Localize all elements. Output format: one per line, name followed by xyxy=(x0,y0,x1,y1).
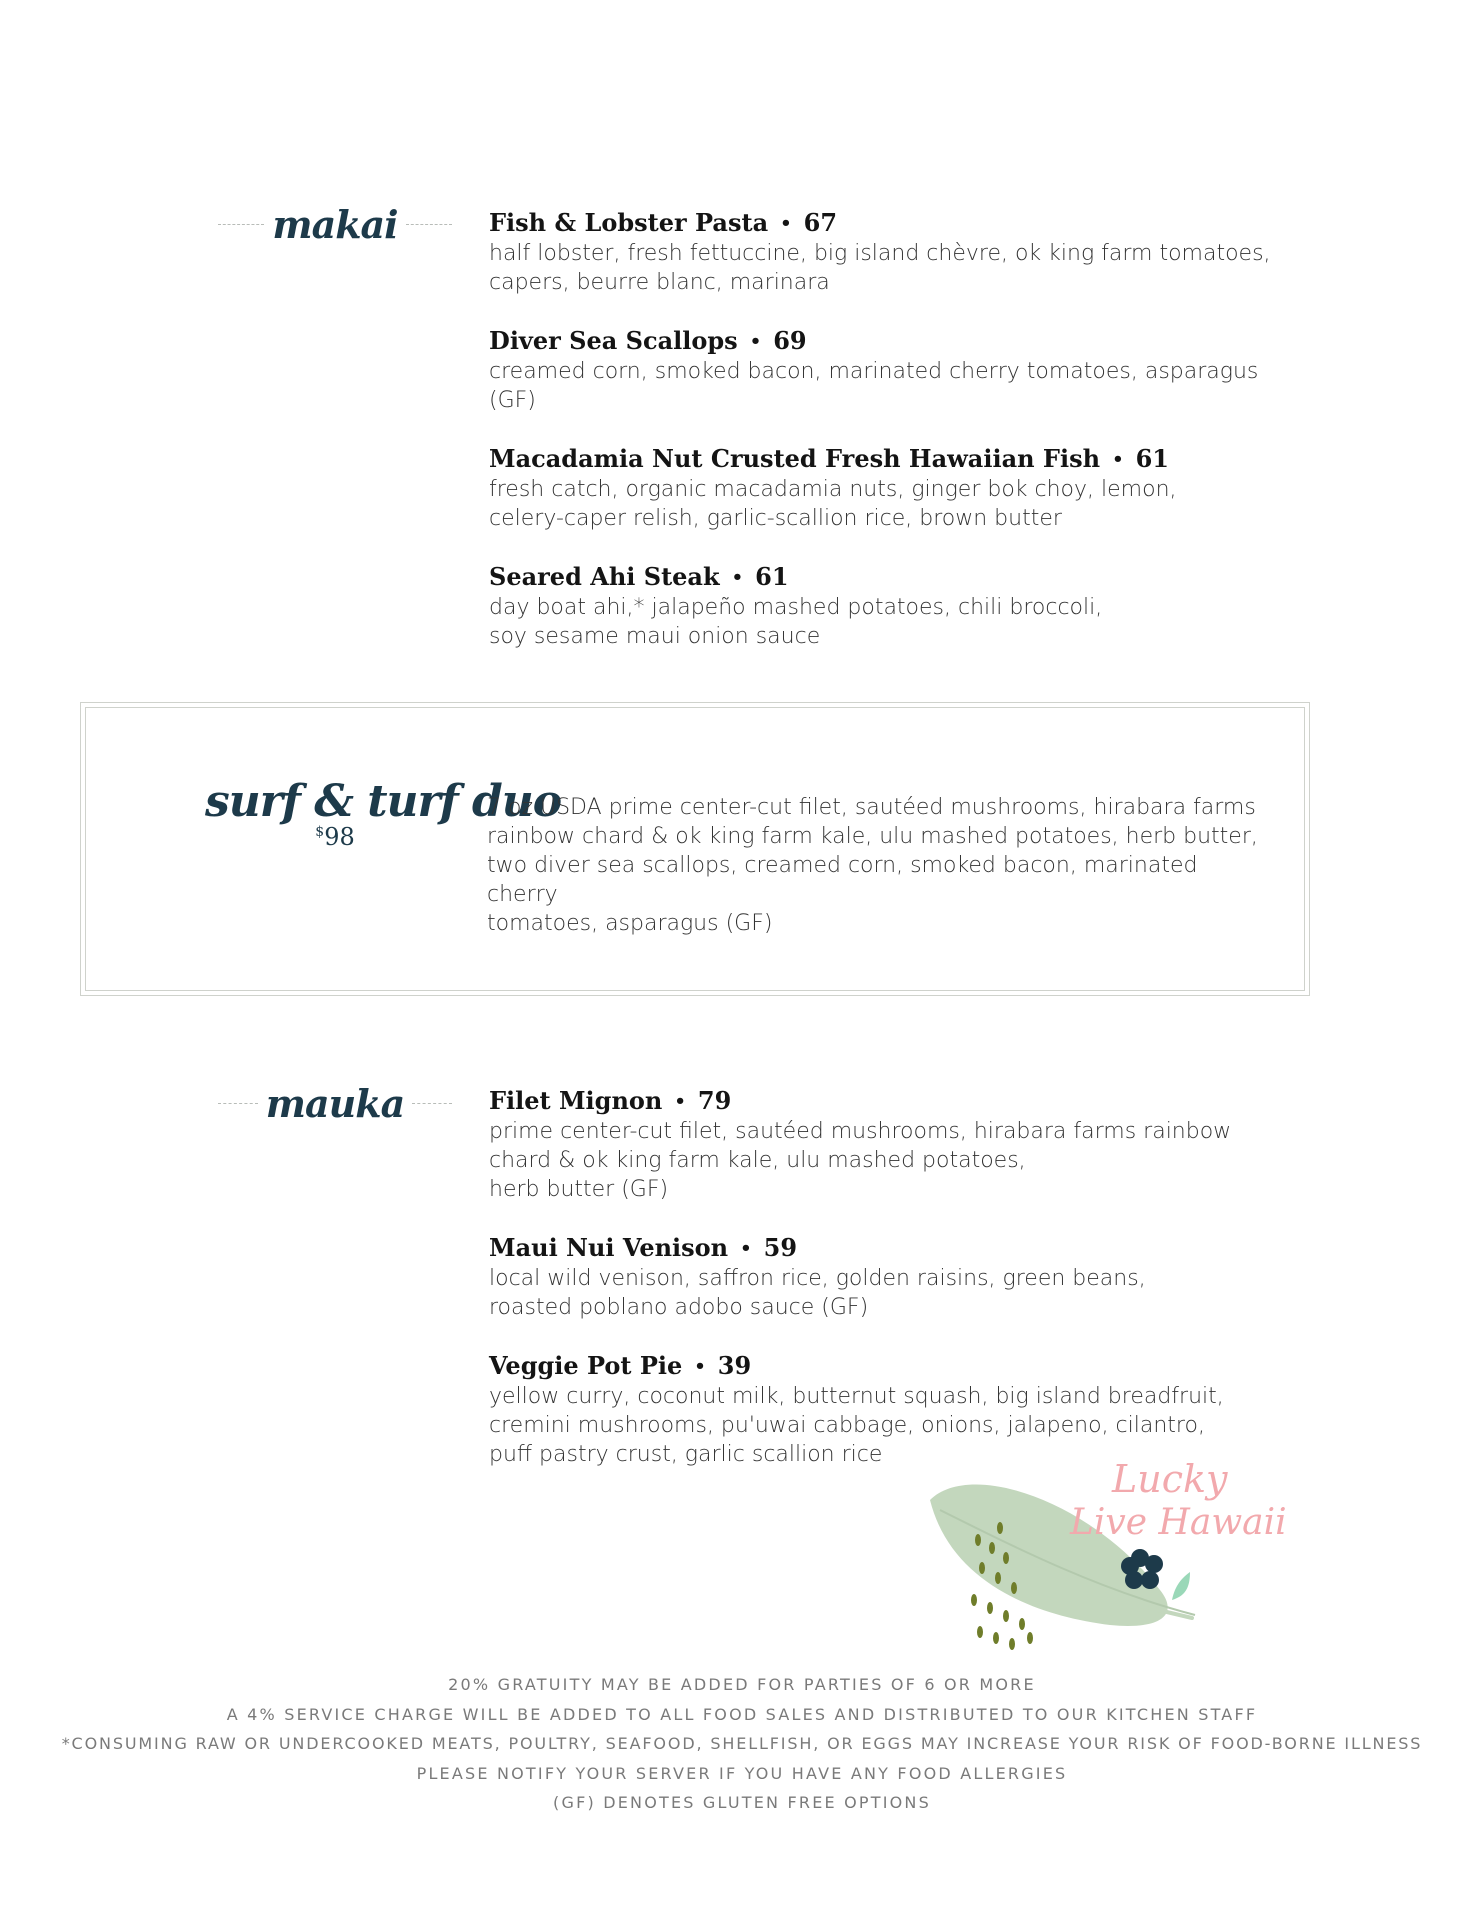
sprout-icon xyxy=(1172,1572,1190,1600)
mauka-section-label xyxy=(210,1078,460,1128)
note-line: PLEASE NOTIFY YOUR SERVER IF YOU HAVE ANY FOOD ALLERGIES xyxy=(416,1763,1068,1783)
menu-item xyxy=(489,561,1309,651)
menu-item-desc: local wild venison, saffron rice, golden raisins, green beans, roasted poblano adobo sauce (GF) xyxy=(489,1266,1146,1320)
menu-item-desc: yellow curry, coconut milk, butternut squash, big island breadfruit, cremini mushrooms, pu'uwai cabbage, onions, jalapeno, cilantro, puff pastry crust, garlic scallion rice xyxy=(489,1384,1224,1467)
footer-notes xyxy=(0,1670,1484,1818)
menu-item xyxy=(489,325,1309,415)
mauka-items xyxy=(489,1085,1309,1497)
logo-line-1: Lucky xyxy=(1112,1457,1228,1501)
leaf-logo-illustration xyxy=(910,1440,1287,1660)
note-line: A 4% SERVICE CHARGE WILL BE ADDED TO ALL FOOD SALES AND DISTRIBUTED TO OUR KITCHEN STAFF xyxy=(226,1704,1258,1724)
menu-item-desc: fresh catch, organic macadamia nuts, ginger bok choy, lemon, celery-caper relish, garlic-scallion rice, brown butter xyxy=(489,477,1177,531)
divider-line xyxy=(412,1103,452,1104)
menu-item-desc: prime center-cut filet, sautéed mushrooms, hirabara farms rainbow chard & ok king farm kale, ulu mashed potatoes, herb butter (GF) xyxy=(489,1119,1232,1202)
menu-item-title: Maui Nui Venison • 59 xyxy=(489,1233,798,1262)
note-line: *CONSUMING RAW OR UNDERCOOKED MEATS, POULTRY, SEAFOOD, SHELLFISH, OR EGGS MAY INCREASE YOUR RISK OF FOOD-BORNE ILLNESS xyxy=(61,1734,1423,1753)
menu-item-title: Macadamia Nut Crusted Fresh Hawaiian Fish • 61 xyxy=(489,444,1169,473)
menu-item-desc: day boat ahi,* jalapeño mashed potatoes, chili broccoli, soy sesame maui onion sauce xyxy=(489,595,1103,649)
surf-turf-desc: 7 oz USDA prime center-cut filet, sautéed mushrooms, hirabara farms rainbow chard & ok king farm kale, ulu mashed potatoes, herb butter, two diver sea scallops, creamed corn, smoked bacon, marinated cherry tomatoes, asparagus (GF) xyxy=(487,795,1258,936)
menu-item-desc: creamed corn, smoked bacon, marinated cherry tomatoes, asparagus (GF) xyxy=(489,359,1259,413)
menu-item-title: Seared Ahi Steak • 61 xyxy=(489,562,789,591)
surf-turf-label: surf & turf duo xyxy=(205,776,562,827)
divider-line xyxy=(218,224,264,225)
divider-line xyxy=(406,224,452,225)
surf-turf-heading xyxy=(205,776,562,851)
divider-line xyxy=(218,1103,258,1104)
surf-turf-price: $98 xyxy=(315,823,355,851)
makai-section-label xyxy=(210,199,460,249)
makai-items xyxy=(489,207,1309,679)
menu-item xyxy=(489,1232,1309,1322)
menu-item xyxy=(489,1085,1309,1204)
menu-item-title: Fish & Lobster Pasta • 67 xyxy=(489,208,838,237)
menu-item-desc: half lobster, fresh fettuccine, big island chèvre, ok king farm tomatoes, capers, beurre blanc, marinara xyxy=(489,241,1271,295)
note-line: (GF) DENOTES GLUTEN FREE OPTIONS xyxy=(553,1793,931,1812)
note-line: 20% GRATUITY MAY BE ADDED FOR PARTIES OF 6 OR MORE xyxy=(448,1675,1036,1694)
mauka-heading: mauka xyxy=(265,1080,405,1126)
makai-heading: makai xyxy=(272,201,398,247)
menu-item-title: Diver Sea Scallops • 69 xyxy=(489,326,807,355)
logo-line-2: Live Hawaii xyxy=(1070,1502,1287,1543)
menu-item-title: Veggie Pot Pie • 39 xyxy=(489,1351,752,1380)
menu-item xyxy=(489,207,1309,297)
menu-item xyxy=(489,443,1309,533)
menu-item-title: Filet Mignon • 79 xyxy=(489,1086,732,1115)
